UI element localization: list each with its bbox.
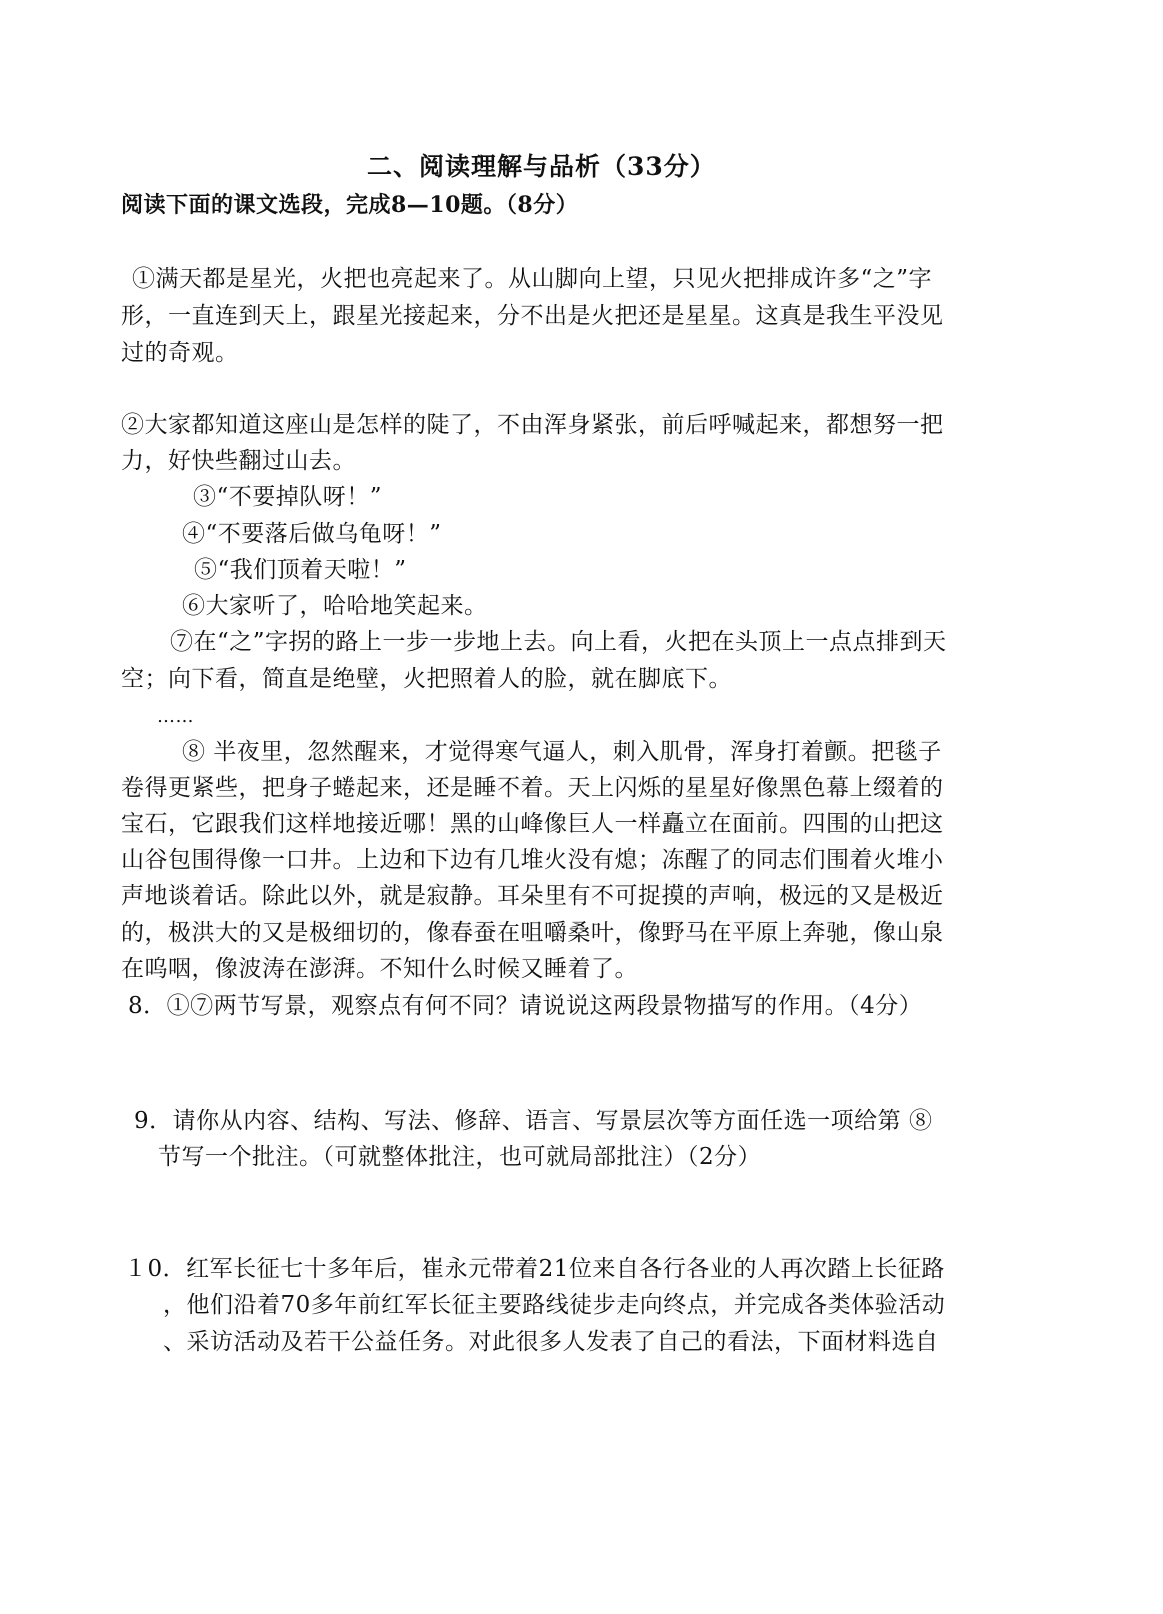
- question-10-line: 、采访活动及若干公益任务。对此很多人发表了自己的看法，下面材料选自: [163, 1329, 939, 1355]
- paragraph-1-line: ①满天都是星光，火把也亮起来了。从山脚向上望，只见火把排成许多“之”字: [132, 266, 933, 292]
- paragraph-2-line: 力，好快些翻过山去。: [121, 448, 356, 474]
- paragraph-8-line: 声地谈着话。除此以外，就是寂静。耳朵里有不可捉摸的声响，极远的又是极近: [121, 883, 944, 909]
- paragraph-8-line: ⑧ 半夜里，忽然醒来，才觉得寒气逼人，刺入肌骨，浑身打着颤。把毯子: [182, 739, 942, 765]
- paragraph-7-line: 空；向下看，简直是绝壁，火把照着人的脸，就在脚底下。: [121, 666, 732, 692]
- question-9-line: 节写一个批注。（可就整体批注，也可就局部批注）（2分）: [158, 1144, 762, 1170]
- paragraph-7-line: ⑦在“之”字拐的路上一步一步地上去。向上看，火把在头顶上一点点排到天: [170, 629, 947, 655]
- paragraph-8-line: 卷得更紧些，把身子蜷起来，还是睡不着。天上闪烁的星星好像黑色幕上缀着的: [121, 775, 944, 801]
- paragraph-5: ⑤“我们顶着天啦！”: [194, 557, 407, 583]
- paragraph-8-line: 山谷包围得像一口井。上边和下边有几堆火没有熄；冻醒了的同志们围着火堆小: [121, 847, 944, 873]
- paragraph-8-line: 的，极洪大的又是极细切的，像春蚕在咀嚼桑叶，像野马在平原上奔驰，像山泉: [121, 920, 944, 946]
- paragraph-4: ④“不要落后做乌龟呀！”: [182, 521, 442, 547]
- question-9-line: 9．请你从内容、结构、写法、修辞、语言、写景层次等方面任选一项给第 ⑧: [134, 1108, 933, 1134]
- paragraph-8-line: 在呜咽，像波涛在澎湃。不知什么时候又睡着了。: [121, 956, 638, 982]
- instruction: 阅读下面的课文选段，完成8—10题。（8分）: [121, 192, 579, 218]
- ellipsis: ……: [157, 706, 194, 727]
- paragraph-8-line: 宝石，它跟我们这样地接近哪！黑的山峰像巨人一样矗立在面前。四围的山把这: [121, 811, 944, 837]
- paragraph-1-line: 过的奇观。: [121, 340, 239, 366]
- question-10-line: １0．红军长征七十多年后，崔永元带着21位来自各行各业的人再次踏上长征路: [124, 1256, 945, 1282]
- question-8: 8．①⑦两节写景，观察点有何不同？请说说这两段景物描写的作用。（4分）: [128, 993, 923, 1019]
- paragraph-1-line: 形，一直连到天上，跟星光接起来，分不出是火把还是星星。这真是我生平没见: [121, 303, 944, 329]
- paragraph-3: ③“不要掉队呀！”: [193, 484, 383, 510]
- section-title: 二、阅读理解与品析（33分）: [367, 152, 716, 181]
- question-10-line: ，他们沿着70多年前红军长征主要路线徒步走向终点，并完成各类体验活动: [163, 1292, 946, 1318]
- paragraph-6: ⑥大家听了，哈哈地笑起来。: [182, 593, 488, 619]
- paragraph-2-line: ②大家都知道这座山是怎样的陡了，不由浑身紧张，前后呼喊起来，都想努一把: [121, 412, 944, 438]
